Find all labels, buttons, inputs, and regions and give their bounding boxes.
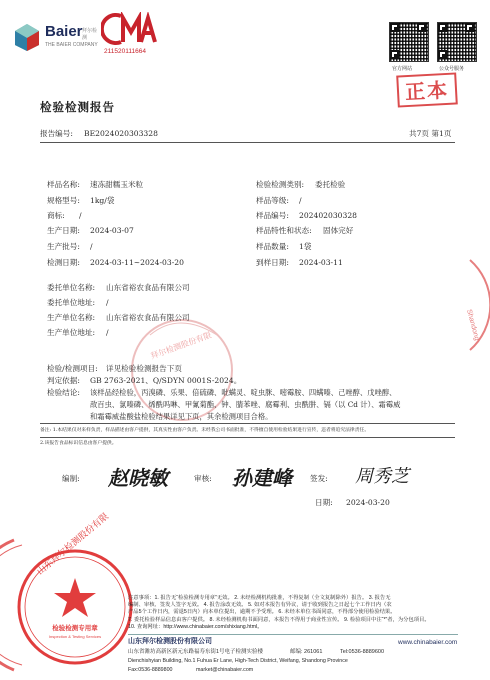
svg-text:检验检测专用章: 检验检测专用章 bbox=[52, 624, 98, 632]
footer-tel: Tel:0536-8889600 bbox=[340, 649, 385, 655]
date-label: 日期: bbox=[315, 498, 333, 507]
svg-text:山东拜尔检测股份有限: 山东拜尔检测股份有限 bbox=[35, 511, 111, 578]
report-number-label: 报告编号: bbox=[40, 129, 73, 138]
conclusion-line: 敌百虫、氯嗪磷、烯酰吗啉、甲氰菊酯、钟、腈苯唑、腐霉利、虫酰肼、镉（以 Cd 计）、霜霉威 bbox=[90, 400, 401, 409]
basis-value: GB 2763-2021、Q/SDYN 0001S-2024。 bbox=[90, 376, 242, 385]
field-label: 样品特性和状态: bbox=[256, 226, 312, 235]
basis-label: 判定依据: bbox=[47, 376, 80, 385]
unit-value: 山东省裕农食品有限公司 bbox=[106, 313, 190, 322]
footer-address-en: Dienchishyian Building, No.1 Fuhua Er Lane, High-Tech District, Weifang, Shandong Province bbox=[128, 658, 348, 664]
field-value: / bbox=[299, 196, 302, 205]
unit-label: 生产单位名称: bbox=[47, 313, 96, 322]
field-label: 检验检测类别: bbox=[256, 180, 305, 189]
field-label: 规格型号: bbox=[47, 196, 80, 205]
footer-address-cn: 山东省潍坊高新区新元东路福寿东街1号电子检测实验楼 bbox=[128, 649, 264, 655]
field-label: 样品编号: bbox=[256, 211, 289, 220]
notice-line: 注意事项：1. 报告无“检验检测专用章”无效。 2. 未经检测机构批准，不得复制（全文复制除外）报告。 3. 报告无 bbox=[128, 595, 391, 601]
compile-signature: 赵晓敏 bbox=[108, 466, 168, 490]
review-signature: 孙建峰 bbox=[232, 466, 292, 490]
footer-url[interactable]: www.chinabaier.com bbox=[398, 639, 458, 646]
cma-logo-icon bbox=[101, 12, 159, 46]
review-label: 审核: bbox=[194, 474, 212, 483]
conclusion-line: 该样品经检验，丙溴磷、乐果、倍硫磷、吡螨灵、啶虫脒、嘧霉胺、四螨嗪、己唑醇、戊唑醇、 bbox=[90, 388, 397, 397]
unit-label: 生产单位地址: bbox=[47, 328, 96, 337]
svg-text:Inspection & Testing Services: Inspection & Testing Services bbox=[48, 634, 102, 639]
issue-label: 签发: bbox=[310, 474, 328, 483]
field-value: 2024-03-11~2024-03-20 bbox=[90, 258, 184, 267]
qr-label-official: 官方网站 bbox=[392, 66, 413, 72]
notice-line: 10. 查询网址：http://www.chinabaier.com/shixiang.html。 bbox=[128, 623, 263, 630]
field-label: 生产日期: bbox=[47, 226, 80, 235]
svg-text:Shandong: Shandong bbox=[465, 308, 481, 342]
field-label: 检测日期: bbox=[47, 258, 80, 267]
field-value: 202402030328 bbox=[299, 211, 357, 220]
field-value: 1袋 bbox=[299, 242, 312, 251]
field-label: 到样日期: bbox=[256, 258, 289, 267]
page-title: 检验检测报告 bbox=[40, 100, 115, 114]
conclusion-label: 检验结论: bbox=[47, 388, 80, 397]
footer-fax: Fax:0536-8889800 bbox=[128, 667, 173, 673]
footer-company: 山东拜尔检测股份有限公司 bbox=[128, 638, 212, 645]
cma-mark bbox=[100, 12, 160, 56]
footer bbox=[128, 595, 458, 631]
field-value: 固体完好 bbox=[323, 226, 354, 235]
qr-label-wechat: 公众号服务 bbox=[439, 66, 465, 72]
svg-text:拜尔检测股份有限: 拜尔检测股份有限 bbox=[149, 330, 213, 361]
field-value: / bbox=[79, 211, 82, 220]
unit-value: / bbox=[106, 328, 109, 337]
qr-official bbox=[389, 22, 429, 70]
unit-label: 委托单位地址: bbox=[47, 298, 96, 307]
unit-value: / bbox=[106, 298, 109, 307]
logo-cn: 拜尔检测 bbox=[82, 28, 98, 41]
field-label: 商标: bbox=[47, 211, 65, 220]
original-stamp: 正本 bbox=[396, 72, 458, 107]
field-label: 样品名称: bbox=[47, 180, 80, 189]
divider bbox=[128, 634, 458, 635]
issue-signature: 周秀芝 bbox=[355, 466, 409, 487]
project-value: 详见检验检测报告下页 bbox=[106, 364, 182, 373]
field-label: 生产批号: bbox=[47, 242, 80, 251]
field-value: 速冻甜糯玉米粒 bbox=[90, 180, 144, 189]
report-number: BE2024020303328 bbox=[84, 129, 158, 138]
project-label: 检验/检测项目: bbox=[47, 364, 98, 373]
note-line: 备注: 1.本结果仅对来样负责，样品描述由客户提供，其真实性由客户负责。未经我公司书面批准，不得擅自使用检验结果进行宣传，违者将追究法律责任。 bbox=[40, 428, 370, 433]
notice-line: 产品5个工作日内，需退5日内）向本单位提出，逾期不予受理。 6. 未经本单位书面同意，不得部分使用检验结果。 bbox=[128, 609, 396, 616]
divider bbox=[40, 142, 455, 143]
cma-number: 211520111664 bbox=[104, 48, 146, 55]
field-value: / bbox=[90, 242, 93, 251]
field-value: 1kg/袋 bbox=[90, 196, 115, 205]
notice-line: 编制、审核、签发人签字无效。 4. 报告涂改无效。 5. 如对本报告有异议，请于收到报告之日起七个工作日内（农 bbox=[128, 602, 392, 609]
unit-value: 山东省裕农食品有限公司 bbox=[106, 283, 190, 292]
field-label: 样品等级: bbox=[256, 196, 289, 205]
divider bbox=[40, 437, 455, 438]
field-value: 委托检验 bbox=[315, 180, 346, 189]
divider bbox=[40, 423, 455, 424]
field-value: 2024-03-11 bbox=[299, 258, 343, 267]
compile-label: 编制: bbox=[62, 474, 80, 483]
logo-name: Baier bbox=[45, 23, 83, 40]
conclusion-line: 和霜霉威盐酸盐检验结果详见下页，其余检测项目合格。 bbox=[90, 412, 273, 421]
field-label: 样品数量: bbox=[256, 242, 289, 251]
notice-line: 7. 委托检验样品信息由客户提供。 8. 未经检测机构书面同意，本报告不得用于商业性宣传。 9. 检验项目中注“*”者，为分包项目。 bbox=[128, 616, 430, 623]
company-logo bbox=[12, 22, 98, 52]
footer-email[interactable]: market@chinabaier.com bbox=[196, 667, 254, 673]
date-value: 2024-03-20 bbox=[346, 498, 390, 507]
unit-label: 委托单位名称: bbox=[47, 283, 96, 292]
baier-logo-icon bbox=[12, 22, 42, 52]
qr-wechat bbox=[437, 22, 477, 70]
logo-tagline: THE BAIER COMPANY bbox=[45, 42, 98, 48]
field-value: 2024-03-07 bbox=[90, 226, 134, 235]
page-count: 共7页 第1页 bbox=[409, 129, 452, 138]
footer-postcode: 邮编: 261061 bbox=[290, 649, 323, 655]
note-line: 2.该报告食品标识信息由客户提供。 bbox=[40, 441, 117, 446]
